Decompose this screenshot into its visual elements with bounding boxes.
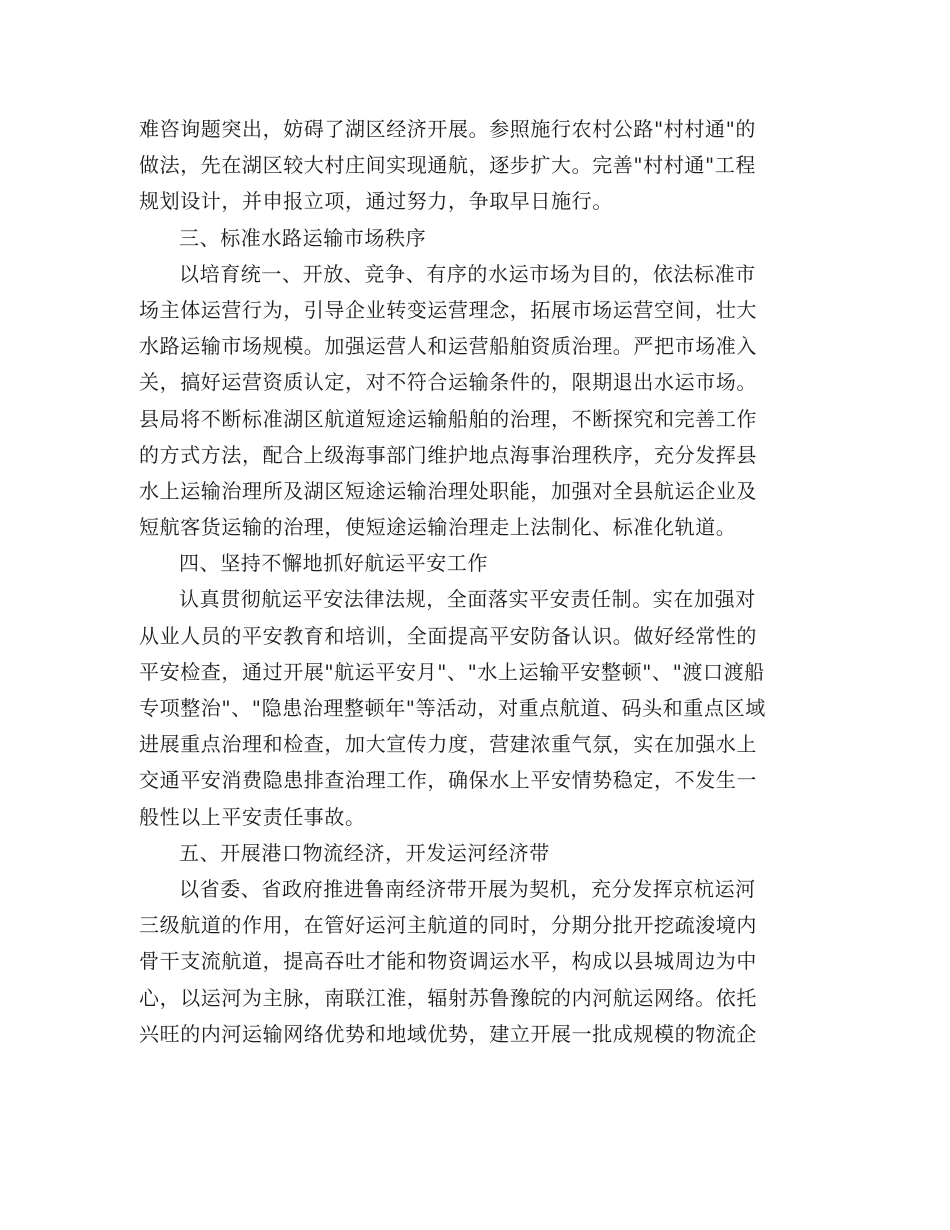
paragraph-first-line: 四、坚持不懈地抓好航运平安工作 [179,551,488,576]
paragraph-line: 般性以上平安责任事故。 [139,804,366,829]
paragraph-line: 县局将不断标准湖区航道短途运输船舶的治理，不断探究和完善工作 [139,406,757,431]
paragraph-line: 从业人员的平安教育和培训，全面提高平安防备认识。做好经常性的 [139,623,757,648]
paragraph-line: 骨干支流航道，提高吞吐才能和物资调运水平，构成以县城周边为中 [139,949,757,974]
paragraph-first-line: 三、标准水路运输市场秩序 [179,225,427,250]
paragraph-line: 进展重点治理和检查，加大宣传力度，营建浓重气氛，实在加强水上 [139,732,757,757]
paragraph-line: 水上运输治理所及湖区短途运输治理处职能，加强对全县航运企业及 [139,478,757,503]
paragraph-line: 做法，先在湖区较大村庄间实现通航，逐步扩大。完善"村村通"工程 [139,153,756,178]
paragraph-line: 短航客货运输的治理，使短途运输治理走上法制化、标准化轨道。 [139,515,737,540]
paragraph-line: 平安检查，通过开展"航运平安月"、"水上运输平安整顿"、"渡口渡船 [139,659,765,684]
paragraph-line: 兴旺的内河运输网络优势和地域优势，建立开展一批成规模的物流企 [139,1021,757,1046]
paragraph-line: 心，以运河为主脉，南联江淮，辐射苏鲁豫皖的内河航运网络。依托 [139,985,757,1010]
paragraph-line: 场主体运营行为，引导企业转变运营理念，拓展市场运营空间，壮大 [139,297,757,322]
paragraph-line: 三级航道的作用，在管好运河主航道的同时，分期分批开挖疏浚境内 [139,913,757,938]
paragraph-line: 关，搞好运营资质认定，对不符合运输条件的，限期退出水运市场。 [139,370,757,395]
paragraph-line: 的方式方法，配合上级海事部门维护地点海事治理秩序，充分发挥县 [139,442,757,467]
paragraph-first-line: 五、开展港口物流经济，开发运河经济带 [179,840,550,865]
paragraph-line: 水路运输市场规模。加强运营人和运营船舶资质治理。严把市场准入 [139,334,757,359]
paragraph-line: 难咨询题突出，妨碍了湖区经济开展。参照施行农村公路"村村通"的 [139,117,756,141]
paragraph-line: 交通平安消费隐患排查治理工作，确保水上平安情势稳定，不发生一 [139,768,757,793]
paragraph-first-line: 以培育统一、开放、竞争、有序的水运市场为目的，依法标准市 [179,261,756,286]
paragraph-first-line: 以省委、省政府推进鲁南经济带开展为契机，充分发挥京杭运河 [179,876,756,901]
paragraph-first-line: 认真贯彻航运平安法律法规，全面落实平安责任制。实在加强对 [179,587,756,612]
paragraph-line: 规划设计，并申报立项，通过努力，争取早日施行。 [139,189,613,214]
document-body [139,111,814,1052]
paragraph-line: 专项整治"、"隐患治理整顿年"等活动，对重点航道、码头和重点区域 [139,696,766,720]
